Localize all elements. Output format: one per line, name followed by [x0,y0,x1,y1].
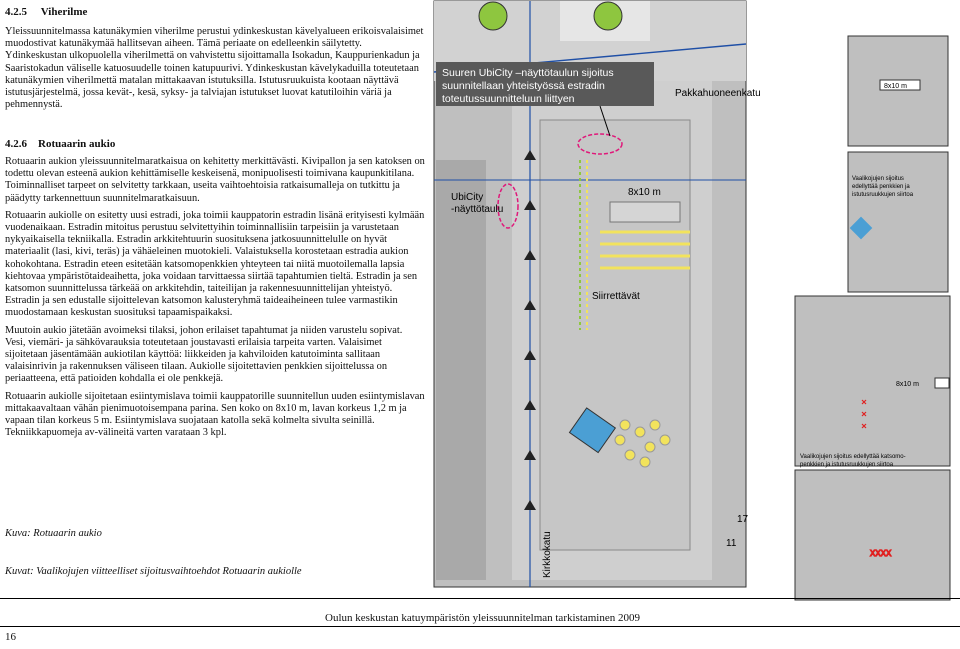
house-number: 17 [737,514,749,525]
tree [594,2,622,30]
street-label: Pakkahuoneenkatu [675,88,761,99]
note-text: Vaalikojujen sijoitus edellyttää penkkien ja istutusruukkujen siirtoa [852,176,914,198]
footer-rule [0,598,960,599]
ubicity-label: UbiCity -näyttötaulu [451,192,504,215]
small-stage-label: 8x10 m [896,381,919,388]
note-text: Vaalikojujen sijoitus edellyttää katsomo-penkkien ja istutusruukkujen siirtoa [800,454,906,468]
svg-text:XXXX: XXXX [870,549,892,558]
stage-label: 8x10 m [628,187,661,198]
section-text: Yleissuunnitelmassa katunäkymien viherilme perustui ydinkeskustan kävelyalueen erikoisvalaisimet muodostivat katunäkymää hallitsevan aiheen. Tämä periaate on edelleenkin säilytetty. Ydinkeskustan ulkopuolella viherilmettä on vahvistettu sijoittamalla Isokadun, Kauppurienkadun ja Saaristokadun väliselle katuosuudelle toinen katupuurivi. Ydinkeskustan kävelykaduilla toteutetaan katunäkymien viherilmettä matalan mittakaavan istutuksilla. Istutusruukuista kootaan näyttävä istutusjärjestelmä, jossa kevät-, kesä, syksy- ja talviajan istutukset luovat katutiloihin väriä ja pehmennystä. [5,26,424,111]
small-plan [795,296,950,466]
small-stage-label: 8x10 m [884,83,907,90]
page-number: 16 [5,631,16,643]
section-text: Rotuaarin aukion yleissuunnitelmaratkaisua on kehitetty merkittävästi. Kivipallon ja sen katoksen on todettu olevan esteenä aukion kehittämiselle keskeisenä, monipuolisesti toimivana kaupunkitilana. Toiminnalliset tarpeet on selvitetty tarkkaan, useita vaihtoehtoisia ratkaisumalleja on tutkittu ja päädytty tarkennettuun suunnitelmaratkaisuun. Rotuaarin aukiolle on esitetty uusi estradi, joka toimii kauppatorin estradin lisänä erityisesti kylmään vuodenaikaan. Estradin mitoitus perustuu selvitettyihin toiminnallisiin tarpeisiin ja varustetaan nykyaikaisella tekniikalla. Estradin arkkitehtuurin suosituksena jatkosuunnittelulle on hyvät materiaalit (lasi, kivi, teräs) ja vähäeleinen muotokieli. Valaistuksella korostetaan estradia aukion kohokohtana. Estradin eteen esitetään katsomopenkkien yhteyteen tai niitä muotoilemalla lapsia kiehtovaa ympäristötaideaihetta, joka voidaan tarvittaessa siirtää tapahtumien tieltä. Estradin ja sen katsomon suunnittelussa tärkeää on arkkitehdin, taiteilijan ja rakennesuunnittelijan yhteistyö. Estradin ja sen edustalle sijoittelevan katsomon kalusteryhmä taideaiheineen tulee varmastikin muodostamaan keskustan suosituksi tapaamispaikaksi. Muutoin aukio jätetään avoimeksi tilaksi, johon erilaiset tapahtumat ja niiden varustelu sopivat. Vesi, viemäri- ja sähkövarauksia toteutetaan joustavasti erilaisia tarpeita varten. Valaisimet sijoitetaan jäsentämään aukiotilan käyttöä: liikkeiden ja kahviloiden katutoiminta sallitaan valaisinrivin ja rakennuksen väliseen tilaan. Aukiolle sijoitettavien penkkien sijoittelussa on periaatteena, että patioiden kohdalla ei ole penkkejä. Rotuaarin aukiolle sijoitetaan esiintymislava toimii kauppatorille suunnitellun uuden esiintymislavan mittakaavaltaan vähän pienimuotoisempana parina. Sen koko on 8x10 m, lavan korkeus 1,2 m ja vapaan tilan korkeus 5 m. Esiintymislava suojataan katolla sekä kolmelta sivulta seinillä. Tekniikkapuomeja av-välineitä varten varataan 3 kpl. [5,156,425,439]
footer-title: Oulun keskustan katuympäristön yleissuunnitelman tarkistaminen 2009 [325,612,640,624]
small-stage [935,378,949,388]
street-left [436,160,486,580]
house-number: 11 [726,538,737,549]
caption: Kuva: Rotuaarin aukio [5,528,102,539]
section-heading: 4.2.6 Rotuaarin aukio [5,138,116,150]
tree [479,2,507,30]
section-heading: 4.2.5 Viherilme [5,6,88,18]
inner-square [540,120,690,550]
caption: Kuvat: Vaalikojujen viitteelliset sijoitusvaihtoehdot Rotuaarin aukiolle [5,566,302,577]
small-plan [848,36,948,146]
street-label: Kirkkokatu [542,531,553,578]
small-plan [795,470,950,600]
callout-text: Suuren UbiCity –näyttötaulun sijoitus suunnitellaan yhteistyössä estradin toteutussuunnitteluun liittyen [442,67,614,105]
stage [610,202,680,222]
movable-label: Siirrettävät [592,291,640,302]
footer-rule [0,626,960,627]
